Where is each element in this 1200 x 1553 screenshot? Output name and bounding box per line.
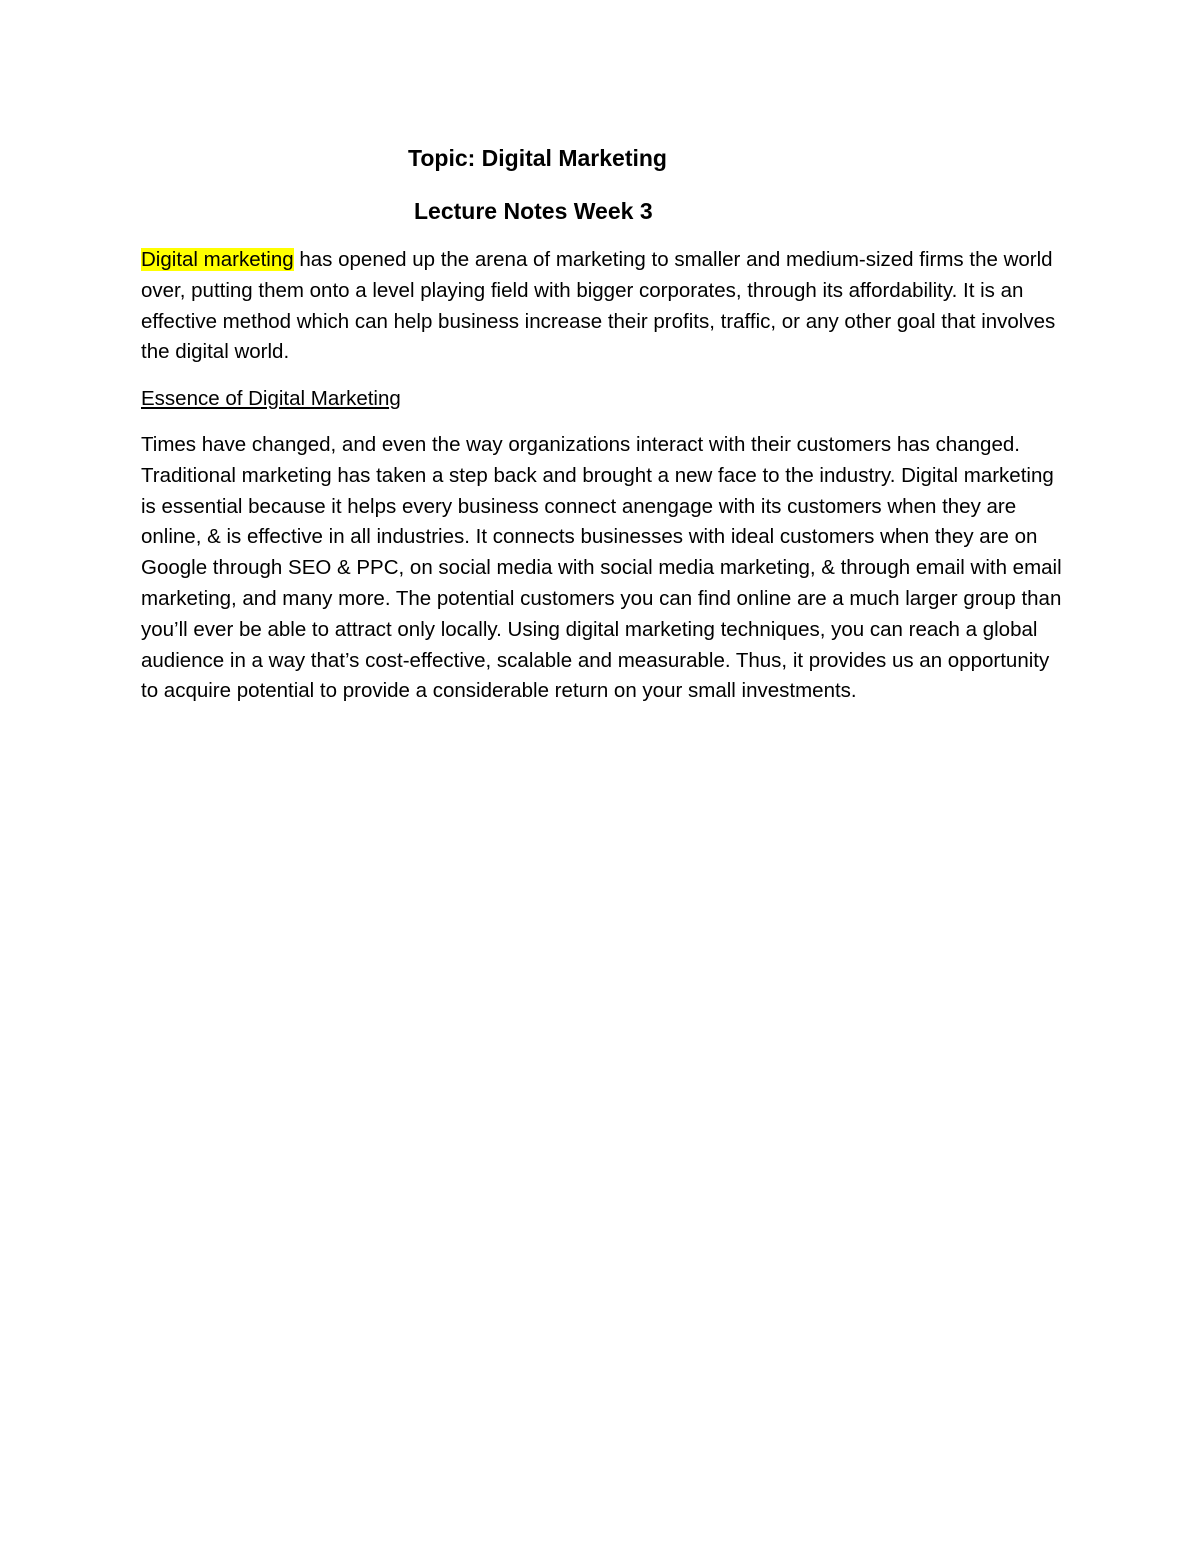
document-title-text: Topic: Digital Marketing bbox=[408, 145, 667, 171]
essence-paragraph: Times have changed, and even the way organizations interact with their customers has changed. Traditional marketing has taken a step back and brought a new face to the industry. Digital marketing is essential because it helps every business connect anengage with its customers when they are online, & is effective in all industries. It connects businesses with ideal customers when they are on Google through SEO & PPC, on social media with social media marketing, & through email with email marketing, and many more. The potential customers you can find online are a much larger group than you’ll ever be able to attract only locally. Using digital marketing techniques, you can reach a global audience in a way that’s cost-effective, scalable and measurable. Thus, it provides us an opportunity to acquire potential to provide a considerable return on your small investments. bbox=[141, 433, 1062, 703]
intro-paragraph-text: has opened up the arena of marketing to smaller and medium-sized firms the world over, putting them onto a level playing field with bigger corporates, through its affordability. It is an effective method which can help business increase their profits, traffic, or any other goal that involves the digital world. bbox=[141, 248, 1056, 364]
section-heading: Essence of Digital Marketing bbox=[141, 387, 401, 410]
intro-paragraph bbox=[141, 245, 1071, 368]
highlighted-term: Digital marketing bbox=[141, 248, 294, 271]
document-subtitle-text: Lecture Notes Week 3 bbox=[414, 198, 653, 224]
